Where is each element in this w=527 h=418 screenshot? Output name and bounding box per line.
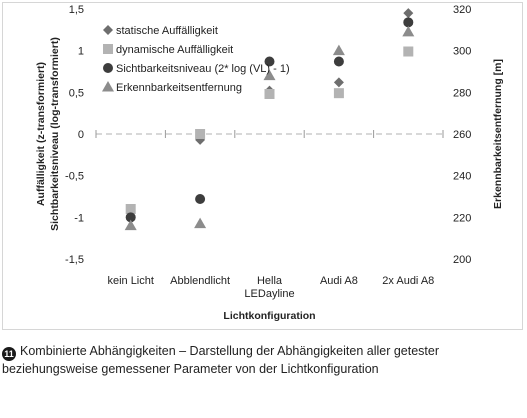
figure-caption [2, 343, 517, 378]
legend-marker-circle [103, 63, 113, 73]
data-point-triangle [125, 220, 137, 231]
left-axis-title-line2: Sichtbarkeitsniveau (log-transformiert) [49, 37, 61, 231]
data-point-triangle [402, 26, 414, 37]
data-point-triangle [194, 218, 206, 229]
data-point-diamond [403, 8, 413, 18]
legend-label: dynamische Auffälligkeit [116, 44, 234, 56]
left-tick-label: -1,5 [65, 254, 84, 266]
right-tick-label: 220 [453, 212, 472, 225]
left-tick-label: 0,5 [68, 87, 84, 100]
data-point-square [403, 47, 413, 57]
x-axis-title: Lichtkonfiguration [223, 310, 316, 322]
right-tick-label: 300 [453, 45, 472, 58]
data-point-circle [403, 17, 413, 27]
left-axis-ticks [65, 4, 84, 266]
data-point-square [195, 129, 205, 139]
right-axis-ticks [453, 4, 471, 266]
caption-text: Kombinierte Abhängigkeiten – Darstellung der Abhängigkeiten aller getester beziehungsweise gemessener Parameter von der Lichtkonfiguration [2, 344, 440, 376]
category-label: 2x Audi A8 [382, 275, 435, 287]
data-point-circle [195, 194, 205, 204]
data-point-triangle [333, 45, 345, 56]
left-tick-label: -1 [74, 212, 84, 225]
category-label: Audi A8 [319, 275, 358, 287]
left-axis-title-line1: Auffälligkeit (z-transformiert) [35, 61, 47, 207]
right-tick-label: 320 [453, 4, 472, 16]
category-label: Hella [256, 275, 283, 287]
right-tick-label: 280 [453, 87, 472, 100]
right-tick-label: 240 [453, 170, 472, 183]
left-tick-label: 1 [77, 45, 84, 58]
data-point-diamond [334, 77, 344, 87]
chart-figure [2, 2, 523, 330]
category-label: Abblendlicht [170, 275, 231, 287]
chart-plot [3, 3, 522, 329]
right-tick-label: 200 [453, 254, 472, 266]
left-tick-label: 0 [77, 129, 84, 141]
legend-marker-diamond [103, 25, 113, 35]
data-point-square [265, 89, 275, 99]
x-axis-ticks [107, 275, 434, 300]
right-tick-label: 260 [453, 129, 472, 141]
legend-marker-triangle [102, 81, 114, 92]
legend-label: statische Auffälligkeit [116, 25, 218, 37]
chart-legend [102, 25, 290, 94]
chart-gridlines [96, 130, 443, 138]
legend-label: Sichtbarkeitsniveau (2* log (VL) - 1) [116, 63, 290, 75]
right-axis-title: Erkennbarkeitsentfernung [m] [492, 59, 504, 209]
legend-label: Erkennbarkeitsentfernung [116, 82, 242, 94]
left-tick-label: 1,5 [68, 4, 84, 16]
chart-marks [125, 8, 415, 230]
data-point-square [334, 88, 344, 98]
category-label: kein Licht [107, 275, 154, 287]
left-tick-label: -0,5 [65, 170, 84, 183]
caption-number-badge: 11 [2, 347, 16, 361]
category-label: LEDayline [244, 288, 295, 300]
data-point-circle [334, 57, 344, 67]
legend-marker-square [103, 44, 113, 54]
